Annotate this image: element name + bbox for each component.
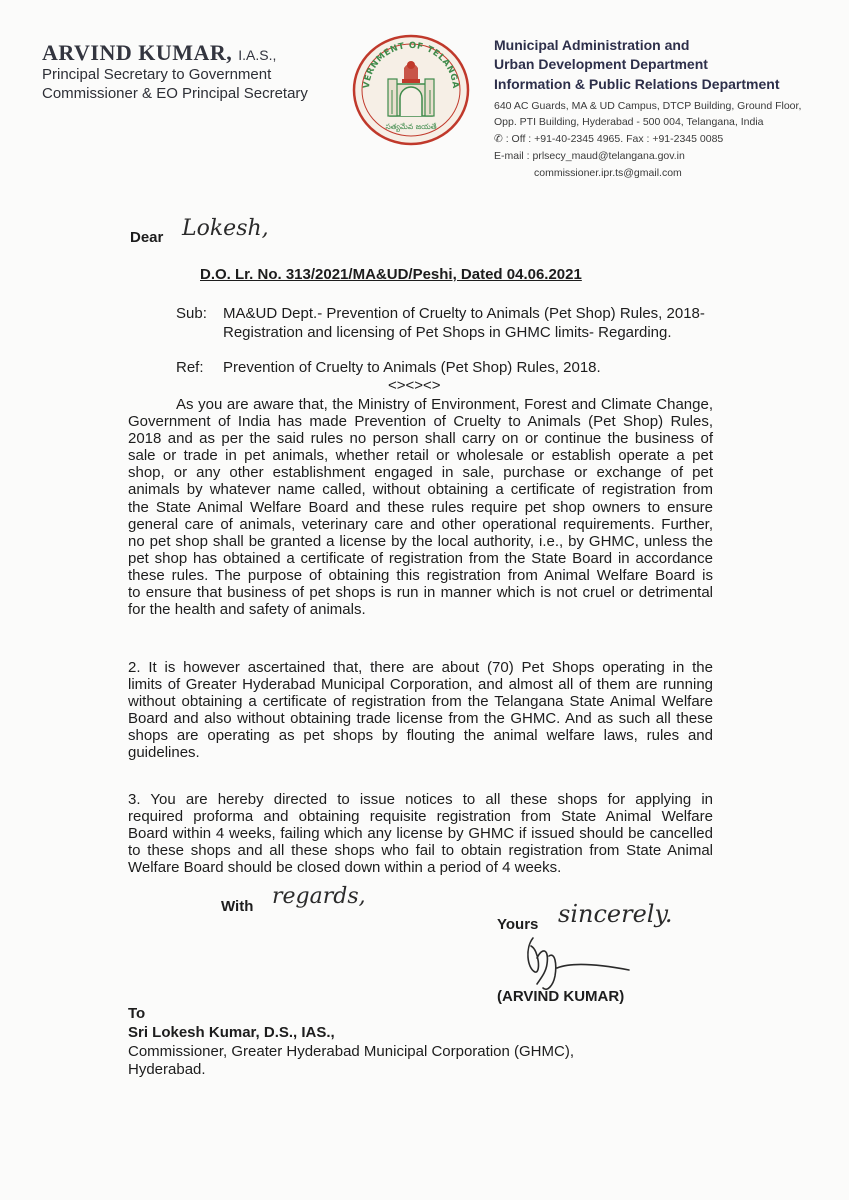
dept-line-1: Municipal Administration and xyxy=(494,37,690,53)
address-line-1: 640 AC Guards, MA & UD Campus, DTCP Building, Ground Floor, xyxy=(494,100,802,112)
salutation-handwritten: Lokesh, xyxy=(182,216,269,241)
seal-arc-text: VERNMENT OF TELANGA xyxy=(361,40,461,90)
para-line: Welfare Board should be closed down within a period of 4 weeks. xyxy=(128,859,562,877)
para-line: shop, or any other establishment engaged in sale, purchase or exchange of pet xyxy=(128,464,713,482)
para-line: animals by whatever name called, without obtaining a certificate of registration from xyxy=(128,481,713,499)
para-line: to ensure that business of pet shops is run in manner which is not cruel or detrimental xyxy=(128,584,713,602)
recipient-line-2: Hyderabad. xyxy=(128,1061,206,1078)
sender-designation-1: Principal Secretary to Government xyxy=(42,66,272,83)
sub-label: Sub: xyxy=(176,305,207,322)
para-line: 3. You are hereby directed to issue notices to all these shops for applying in xyxy=(128,791,713,808)
para-line: pet shop has obtained a certificate of registration from the State Board in accordance xyxy=(128,549,713,567)
para-line: for the health and safety of animals. xyxy=(128,601,366,619)
yours-handwritten: sincerely. xyxy=(558,900,673,928)
dept-line-3: Information & Public Relations Department xyxy=(494,76,780,92)
sender-name-suffix: I.A.S., xyxy=(238,47,277,63)
para-line: 2. It is however ascertained that, there are about (70) Pet Shops operating in the xyxy=(128,659,713,676)
para-line: to these shops and all these shops who fail to obtain registration from State Animal xyxy=(128,842,713,860)
with-handwritten: regards, xyxy=(272,884,366,909)
para-line: Board and also without obtaining trade license from the GHMC. And as such all these xyxy=(128,710,713,728)
para-line: shops are operating as pet shops by flouting the animal welfare laws, rules and xyxy=(128,727,713,745)
paragraph-1 xyxy=(128,396,713,618)
signatory-name: (ARVIND KUMAR) xyxy=(497,988,625,1005)
ref-text: Prevention of Cruelty to Animals (Pet Shop) Rules, 2018. xyxy=(223,359,601,376)
sub-line-1: MA&UD Dept.- Prevention of Cruelty to Animals (Pet Shop) Rules, 2018- xyxy=(223,305,705,322)
with-label: With xyxy=(221,898,254,915)
ref-number: D.O. Lr. No. 313/2021/MA&UD/Peshi, Dated 04.06.2021 xyxy=(200,266,582,283)
para-line: the State Animal Welfare Board and these rules require pet shop owners to ensure xyxy=(128,498,713,516)
email-line-2: commissioner.ipr.ts@gmail.com xyxy=(534,167,682,179)
paragraph-2 xyxy=(128,659,713,762)
para-line: without obtaining a certificate of registration from the Telangana State Animal Welfare xyxy=(128,693,713,711)
ref-label: Ref: xyxy=(176,359,204,376)
para-line: general care of animals, veterinary care and other operational requirements. Further, xyxy=(128,515,713,533)
sub-line-2: Registration and licensing of Pet Shops in GHMC limits- Regarding. xyxy=(223,324,672,341)
para-line: Board within 4 weeks, failing which any license by GHMC if issued should be cancelled xyxy=(128,825,713,843)
para-line: sale or trade in pet animals, whether retail or wholesale or establish operate a pet xyxy=(128,447,713,465)
para-line: required proforma and obtaining requisite registration from State Animal Welfare xyxy=(128,808,713,826)
para-line: Government of India has made Prevention of Cruelty to Animals (Pet Shop) Rules, xyxy=(128,413,713,431)
separator: <><><> xyxy=(388,377,441,394)
address-line-2: Opp. PTI Building, Hyderabad - 500 004, Telangana, India xyxy=(494,116,764,128)
government-seal xyxy=(352,34,470,146)
para-line: these rules. The purpose of obtaining this registration from Animal Welfare Board is xyxy=(128,566,713,584)
para-line: no pet shop shall be granted a license by the local authority, i.e., by GHMC, unless the xyxy=(128,532,713,550)
paragraph-3 xyxy=(128,791,713,876)
recipient-name: Sri Lokesh Kumar, D.S., IAS., xyxy=(128,1024,335,1041)
para-line: limits of Greater Hyderabad Municipal Corporation, and almost all of them are running xyxy=(128,676,713,694)
seal-bottom-text: సత్యమేవ జయతే xyxy=(385,122,437,131)
salutation: Dear xyxy=(130,229,164,246)
to-label: To xyxy=(128,1005,146,1022)
dept-line-2: Urban Development Department xyxy=(494,56,708,72)
para-line: As you are aware that, the Ministry of Environment, Forest and Climate Change, xyxy=(176,396,713,413)
yours-label: Yours xyxy=(497,916,539,933)
para-line: 2018 and as per the said rules no person shall carry on or continue the business of xyxy=(128,430,713,448)
state-emblem-icon xyxy=(352,34,470,146)
email-line-1: E-mail : prlsecy_maud@telangana.gov.in xyxy=(494,150,685,162)
recipient-line-1: Commissioner, Greater Hyderabad Municipal Corporation (GHMC), xyxy=(128,1043,574,1060)
phone-line: ✆ : Off : +91-40-2345 4965. Fax : +91-2345 0085 xyxy=(494,133,724,145)
sender-designation-2: Commissioner & EO Principal Secretary xyxy=(42,85,308,102)
para-line: guidelines. xyxy=(128,744,200,762)
sender-name: ARVIND KUMAR, I.A.S., xyxy=(42,40,277,65)
